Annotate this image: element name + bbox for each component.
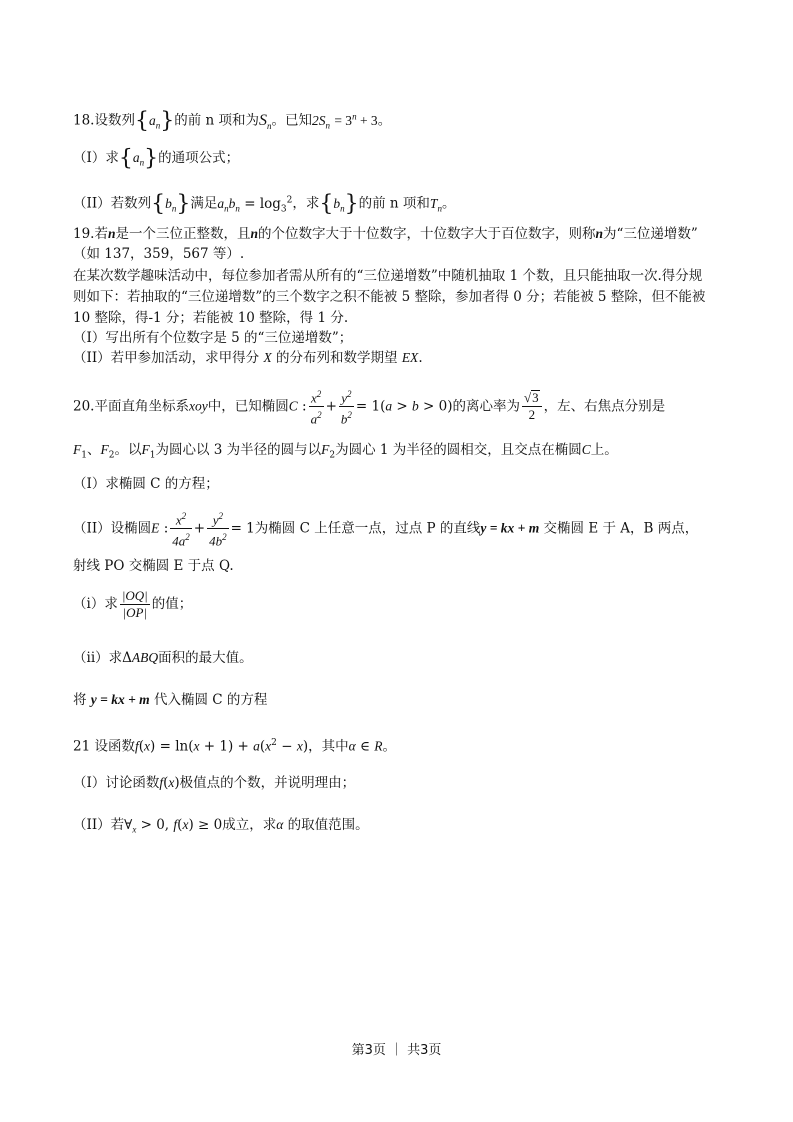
text: 为圆心 1 为半径的圆相交，且交点在椭圆 [335, 442, 582, 458]
text: ，左、右焦点分别是 [543, 398, 666, 415]
text: 。以 [114, 442, 142, 458]
text: 交椭圆 E 于 A，B 两点， [543, 520, 699, 537]
text: （I）讨论函数 [73, 775, 160, 791]
text: 的分布列和数学期望 [276, 350, 398, 366]
text: 极值点的个数，并说明理由； [179, 775, 356, 791]
text: 。 [377, 112, 392, 129]
q20-part1: （I）求椭圆 C 的方程； [73, 476, 219, 492]
text: 的前 n 项和为 [174, 112, 260, 129]
text: 是一个三位正整数，且 [115, 226, 251, 242]
q20-sub2: （ii）求ΔABQ面积的最大值。 [73, 650, 253, 666]
text: 的前 n 项和 [358, 195, 430, 212]
q19-line2: （如 137，359，567 等）. [73, 246, 245, 262]
text: 为椭圆 C 上任意一点，过点 P 的直线 [254, 520, 481, 537]
q19-line1: 19.若n是一个三位正整数，且n的个位数字大于十位数字，十位数字大于百位数字，则称n为“三位递增数” [73, 226, 698, 242]
text: 中，已知椭圆 [207, 398, 289, 415]
text: 的取值范围。 [287, 817, 369, 833]
text: 的离心率为 [452, 398, 521, 415]
text: （II）若甲参加活动，求甲得分 [73, 350, 260, 366]
text: 面积的最大值。 [158, 650, 253, 666]
q18-part1: （I）求$\{a_n\}$的通项公式； [73, 146, 240, 171]
q20-line1: 20.平面直角坐标系xoy中，已知椭圆C : $\frac{x^2}{a^2}$ + $\frac{y^2}{b^2}$ = 1(a > b > 0)的离心率为 $\frac{√3}{2}$ ，左、右焦点分别是 [73, 386, 723, 428]
text: 18.设数列 [73, 112, 135, 129]
text: 代入椭圆 C 的方程 [153, 692, 268, 708]
text: （II）若数列 [73, 195, 152, 212]
q18-part2: （II）若数列$\{b_n\}$满足$a_nb_n = \log_3^2$，求$\{b_n\}$的前 n 项和$T_n$。 [73, 191, 456, 217]
text: （II）若 [73, 817, 125, 833]
text: 为圆心以 3 为半径的圆与以 [155, 442, 322, 458]
q20-part2: （II）设椭圆E : $\frac{x^2}{4a^2}$ + $\frac{y^2}{4b^2}$ = 1为椭圆 C 上任意一点，过点 P 的直线y = kx + m 交椭圆 E 于 A，B 两点， [73, 508, 723, 550]
q20-part2-line2: 射线 PO 交椭圆 E 于点 Q. [73, 558, 234, 574]
q20-note: 将 y = kx + m 代入椭圆 C 的方程 [73, 692, 268, 708]
q19-line4: 则如下：若抽取的“三位递增数”的三个数字之积不能被 5 整除，参加者得 0 分；若能被 5 整除，但不能被 [73, 289, 706, 305]
text: （I）求 [73, 150, 119, 166]
text: 的值； [151, 596, 193, 612]
text: （i）求 [73, 596, 118, 612]
q20-sub1: （i）求 $\frac{|OQ|}{|OP|}$ 的值； [73, 588, 193, 620]
text: （II）设椭圆 [73, 520, 152, 537]
q21-part1: （I）讨论函数f(x)极值点的个数，并说明理由； [73, 775, 356, 791]
text: 的通项公式； [158, 150, 240, 166]
q20-line2: $F_1$、$F_2$。以$F_1$为圆心以 3 为半径的圆与以$F_2$为圆心 1 为半径的圆相交，且交点在椭圆C上。 [73, 442, 618, 461]
text: 。 [441, 195, 456, 212]
page-footer: 第3页 ｜ 共3页 [351, 1043, 442, 1058]
text: 上。 [590, 442, 618, 458]
q19-part2: （II）若甲参加活动，求甲得分 X 的分布列和数学期望 EX. [73, 350, 423, 366]
q19-part1: （I）写出所有个位数字是 5 的“三位递增数”； [73, 330, 353, 346]
q21-stem: 21 设函数$f(x) = \ln(x + 1) + a(x^2 - x)$，其中α ∈ R。 [73, 738, 397, 755]
text: 19.若 [73, 226, 108, 242]
text: 成立，求 [222, 817, 277, 833]
q18-stem: 18.设数列$\{a_n\}$的前 n 项和为$S_n$。已知$2S_n = 3^n + 3$。 [73, 108, 392, 134]
q21-part2: （II）若$\forall_x > 0$, f(x) ≥ 0成立，求α 的取值范围。 [73, 817, 369, 835]
text: 为“三位递增数” [603, 226, 698, 242]
text: 21 设函数 [73, 738, 135, 755]
text: 。已知 [271, 112, 313, 129]
text: 20.平面直角坐标系 [73, 398, 189, 415]
text: （ii）求 [73, 650, 123, 666]
text: 将 [73, 692, 87, 708]
text: . [418, 350, 423, 366]
text: ，其中 [308, 738, 349, 755]
q19-line3: 在某次数学趣味活动中，每位参加者需从所有的“三位递增数”中随机抽取 1 个数，且只能抽取一次.得分规 [73, 268, 703, 284]
text: 满足 [190, 195, 218, 212]
text: 。 [382, 738, 397, 755]
q19-line5: 10 整除，得-1 分；若能被 10 整除，得 1 分. [73, 310, 349, 326]
text: ，求 [292, 195, 320, 212]
text: 的个位数字大于十位数字，十位数字大于百位数字，则称 [258, 226, 596, 242]
